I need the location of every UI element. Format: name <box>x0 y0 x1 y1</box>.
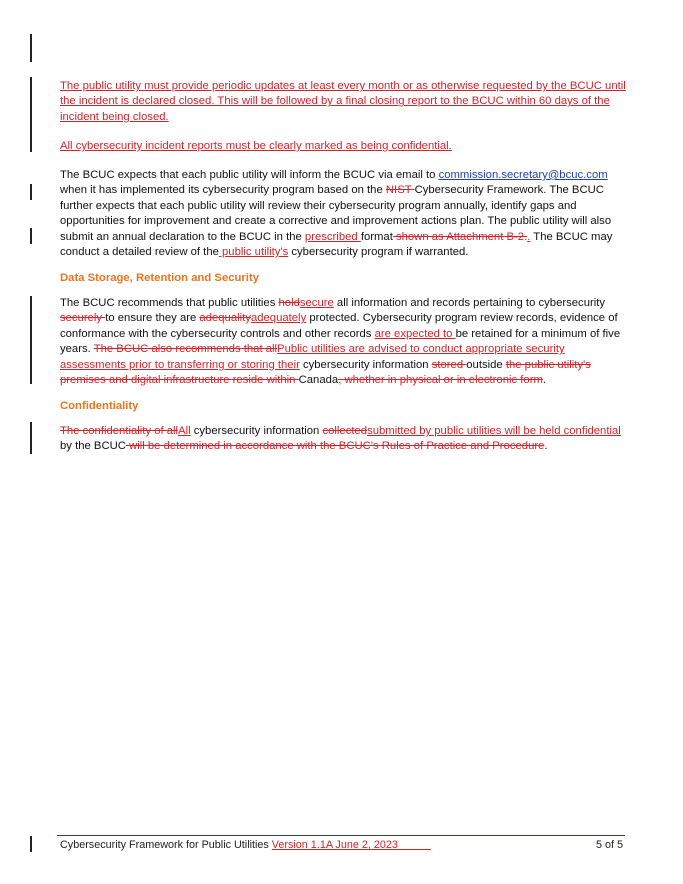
change-bar <box>30 422 32 454</box>
data-storage-paragraph: The BCUC recommends that public utilities holdsecure all information and records pertaining to cybersecurity securely to ensure they are adequalityadequately protected. Cybersecurity program review records, evidence of conformance with the cybersecurity controls and other records are expected to be retained for a minimum of five years. The BCUC also recommends that allPublic utilities are advised to conduct appropriate security assessments prior to transferring or storing their cybersecurity information stored outside the public utility's premises and digital infrastructure reside within Canada, whether in physical or in electronic form. <box>60 297 621 387</box>
change-bar <box>30 296 32 384</box>
section-heading-confidentiality: Confidentiality <box>60 400 139 412</box>
section-heading-data-storage: Data Storage, Retention and Security <box>60 272 259 284</box>
change-bar <box>30 836 32 852</box>
page-footer <box>60 839 625 851</box>
change-bar <box>30 34 32 62</box>
page-number: 5 of 5 <box>595 839 623 851</box>
email-link[interactable]: commission.secretary@bcuc.com <box>438 169 608 181</box>
footer-divider <box>57 835 625 836</box>
change-bar <box>30 228 32 244</box>
change-bar <box>30 184 32 200</box>
footer-title: Cybersecurity Framework for Public Utilities <box>60 839 272 851</box>
implementation-paragraph: The BCUC expects that each public utility will inform the BCUC via email to commission.secretary@bcuc.com when it has implemented its cybersecurity program based on the NIST Cybersecurity Framework. The BCUC further expects that each public utility will review their cybersecurity program annually, identify gaps and opportunities for improvement and create a corrective and improvement actions plan. The public utility will also submit an annual declaration to the BCUC in the prescribed format shown as Attachment B-2.. The BCUC may conduct a detailed review of the public utility's cybersecurity program if warranted. <box>60 169 613 259</box>
change-bar <box>30 77 32 152</box>
incident-updates-paragraph: The public utility must provide periodic updates at least every month or as otherwise requested by the BCUC until the incident is declared closed. This will be followed by a final closing report to the BCUC within 60 days of the incident being closed. <box>60 80 626 123</box>
footer-version: Version 1.1A June 2, 2023 <box>271 839 398 851</box>
confidentiality-paragraph: The confidentiality of allAll cybersecurity information collectedsubmitted by public utilities will be held confidential by the BCUC will be determined in accordance with the BCUC's Rules of Practice and Procedure. <box>60 425 621 453</box>
confidential-reports-paragraph: All cybersecurity incident reports must be clearly marked as being confidential. <box>60 140 452 152</box>
